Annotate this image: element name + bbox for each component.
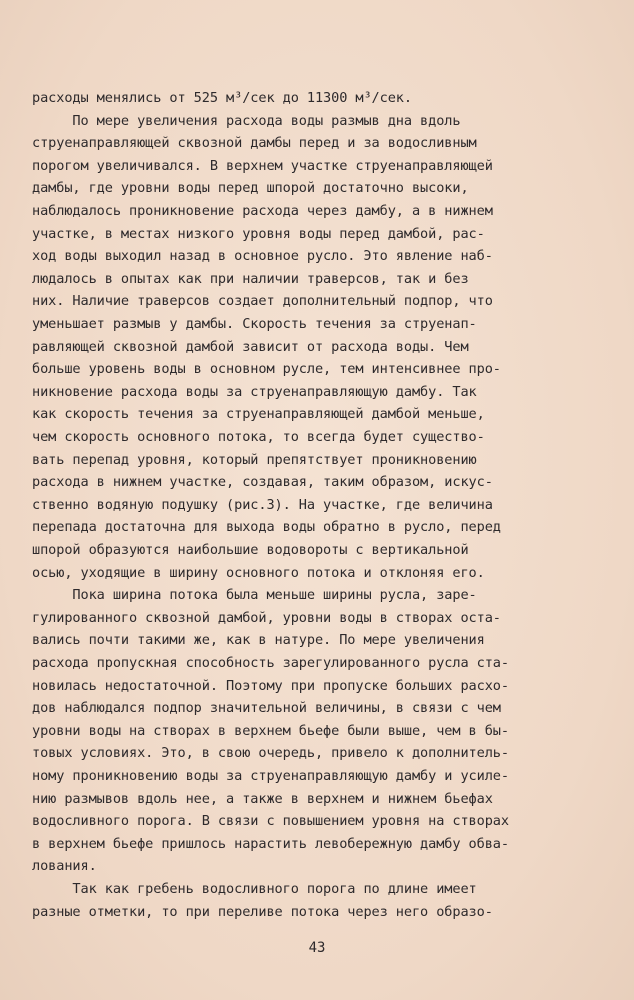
text-line: ственно водяную подушку (рис.3). На участке, где величина (32, 496, 493, 513)
text-line: людалось в опытах как при наличии траверсов, так и без (32, 270, 469, 287)
text-line: как скорость течения за струенаправляющей дамбой меньше, (32, 406, 485, 423)
text-line: ному проникновению воды за струенаправляющую дамбу и усиле- (32, 768, 509, 784)
text-line: Пока ширина потока была меньше ширины русла, заре- (32, 587, 477, 604)
text-line: участке, в местах низкого уровня воды перед дамбой, рас- (32, 225, 485, 242)
text-line: равляющей сквозной дамбой зависит от расхода воды. Чем (32, 338, 469, 355)
text-line: дамбы, где уровни воды перед шпорой достаточно высоки, (32, 180, 469, 197)
text-line: в верхнем бьефе пришлось нарастить левобережную дамбу обва- (32, 835, 509, 852)
text-line: вать перепад уровня, который препятствует проникновению (32, 451, 477, 468)
text-line: перепада достаточна для выхода воды обратно в русло, перед (32, 519, 501, 536)
text-line: По мере увеличения расхода воды размыв дна вдоль (32, 112, 461, 129)
text-line: уровни воды на створах в верхнем бьефе были выше, чем в бы- (32, 722, 509, 739)
text-line: Так как гребень водосливного порога по длине имеет (32, 881, 477, 897)
text-line: новилась недостаточной. Поэтому при пропуске больших расхо- (32, 677, 509, 694)
text-line: расходы менялись от 525 м³/сек до 11300 м³/сек. (32, 90, 412, 106)
text-line: уменьшает размыв у дамбы. Скорость течения за струенап- (32, 316, 477, 332)
text-line: товых условиях. Это, в свою очередь, привело к дополнитель- (32, 745, 509, 762)
text-line: лования. (32, 858, 97, 875)
page-number: 43 (308, 940, 326, 956)
text-line: чем скорость основного потока, то всегда будет существо- (32, 429, 485, 445)
text-line: гулированного сквозной дамбой, уровни воды в створах оста- (32, 609, 501, 626)
text-line: больше уровень воды в основном русле, тем интенсивнее про- (32, 361, 501, 378)
text-line: водосливного порога. В связи с повышением уровня на створах (32, 813, 509, 830)
text-line: разные отметки, то при переливе потока через него образо- (32, 903, 493, 920)
text-line: порогом увеличивался. В верхнем участке струенаправляющей (32, 157, 493, 174)
text-line: никновение расхода воды за струенаправляющую дамбу. Так (32, 383, 477, 400)
text-line: шпорой образуются наибольшие водовороты с вертикальной (32, 542, 469, 558)
text-line: осью, уходящие в ширину основного потока и отклоняя его. (32, 564, 485, 581)
text-line: струенаправляющей сквозной дамбы перед и за водосливным (32, 135, 477, 152)
text-line: расхода пропускная способность зарегулированного русла ста- (32, 655, 509, 671)
text-line: вались почти такими же, как в натуре. По мере увеличения (32, 632, 485, 649)
text-line: наблюдалось проникновение расхода через дамбу, а в нижнем (32, 203, 493, 219)
text-line: нию размывов вдоль нее, а также в верхнем и нижнем бьефах (32, 790, 493, 807)
text-line: расхода в нижнем участке, создавая, таким образом, искус- (32, 474, 493, 491)
text-line: них. Наличие траверсов создает дополнительный подпор, что (32, 293, 493, 310)
text-line: ход воды выходил назад в основное русло. Это явление наб- (32, 248, 493, 265)
text-line: дов наблюдался подпор значительной величины, в связи с чем (32, 700, 501, 717)
